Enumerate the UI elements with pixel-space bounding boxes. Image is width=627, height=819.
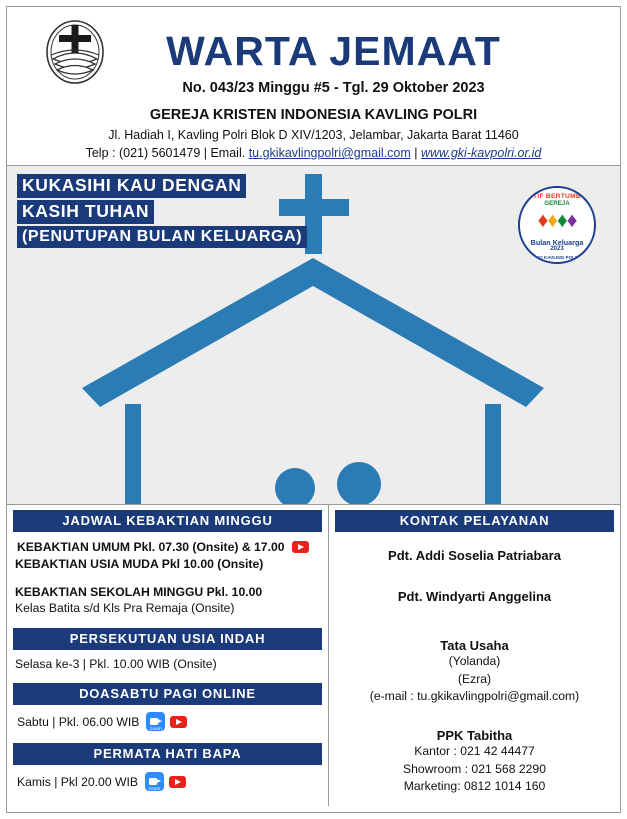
hero-title-line-2: KASIH TUHAN [17,200,154,224]
church-cross-logo-icon [45,19,105,85]
office-block [335,638,614,706]
ppk-line-marketing: Marketing: 0812 1014 160 [403,779,546,794]
zoom-icon[interactable]: zoom [145,772,164,791]
ppk-line-kantor: Kantor : 021 42 44477 [414,744,535,759]
section-heading-sunday-service: JADWAL KEBAKTIAN MINGGU [13,510,322,532]
ppk-title: PPK Tabitha [436,728,513,744]
zoom-icon[interactable]: zoom [146,712,165,731]
office-title: Tata Usaha [440,638,509,653]
hero-title [17,174,317,250]
info-panels [7,505,620,806]
service-usia-muda-text: KEBAKTIAN USIA MUDA Pkl 10.00 (Onsite) [15,557,264,572]
section-heading-permata-hati-bapa: PERMATA HATI BAPA [13,743,322,765]
badge-arc-text: AKTIF BERTUMBUH [522,193,592,200]
service-sekolah-minggu-detail: Kelas Batita s/d Kls Pra Remaja (Onsite) [15,601,235,616]
church-name: GEREJA KRISTEN INDONESIA KAVLING POLRI [149,107,478,123]
schedule-column [7,505,329,806]
permata-hati-bapa-text: Kamis | Pkl 20.00 WIB [17,774,139,789]
church-address: Jl. Hadiah I, Kavling Polri Blok D XIV/1203, Jelambar, Jakarta Barat 11460 [108,128,519,142]
service-sekolah-minggu-text: KEBAKTIAN SEKOLAH MINGGU Pkl. 10.00 [15,584,263,599]
church-contact [7,146,620,160]
service-umum-text: KEBAKTIAN UMUM Pkl. 07.30 (Onsite) & 17.00 [17,540,285,554]
badge-footer: GKI KAVLING POLRI [534,255,580,260]
pastor-name-2: Pdt. Windyarti Anggelina [397,589,552,604]
list-item [13,771,322,792]
ppk-line-showroom: Showroom : 021 568 2290 [403,761,546,776]
list-item [13,538,322,556]
contact-column [329,505,620,806]
section-heading-kontak-pelayanan: KONTAK PELAYANAN [335,510,614,532]
family-badge-icon [518,186,596,264]
section-heading-usia-indah: PERSEKUTUAN USIA INDAH [13,628,322,650]
section-heading-doa-sabtu: DOASABTU PAGI ONLINE [13,683,322,705]
issue-subtitle: No. 043/23 Minggu #5 - Tgl. 29 Oktober 2023 [182,80,485,96]
badge-figures-icon: ♦♦♦♦ [537,209,577,232]
list-item [13,711,322,732]
office-line-2: (Ezra) [457,671,492,686]
usia-indah-text: Selasa ke-3 | Pkl. 10.00 WIB (Onsite) [15,656,217,671]
page-title: WARTA JEMAAT [166,28,501,74]
hero-title-line-3: (PENUTUPAN BULAN KELUARGA) [17,226,307,248]
youtube-icon[interactable] [169,776,186,788]
badge-main-text: Bulan Keluarga [530,238,584,247]
doa-sabtu-text: Sabtu | Pkl. 06.00 WIB [17,714,140,729]
youtube-icon[interactable] [170,716,187,728]
pastor-name-1: Pdt. Addi Soselia Patriabara [388,548,561,563]
office-email-line: (e-mail : tu.gkikavlingpolri@gmail.com) [369,689,580,704]
badge-arc-text-2: GEREJA [544,200,570,207]
badge-year: 2023 [550,246,564,252]
contact-separator: | [414,146,418,160]
hero-title-line-1: KUKASIHI KAU DENGAN [17,174,246,198]
hero-banner [7,165,620,505]
ppk-block [335,728,614,796]
website-link[interactable]: www.gki-kavpolri.or.id [420,146,542,160]
contact-prefix: Telp : (021) 5601479 | Email. [85,146,246,160]
document-frame [6,6,621,813]
office-line-1: (Yolanda) [448,654,501,668]
document-header [7,7,620,165]
email-link[interactable]: tu.gkikavlingpolri@gmail.com [248,146,411,160]
youtube-icon[interactable] [292,541,309,553]
